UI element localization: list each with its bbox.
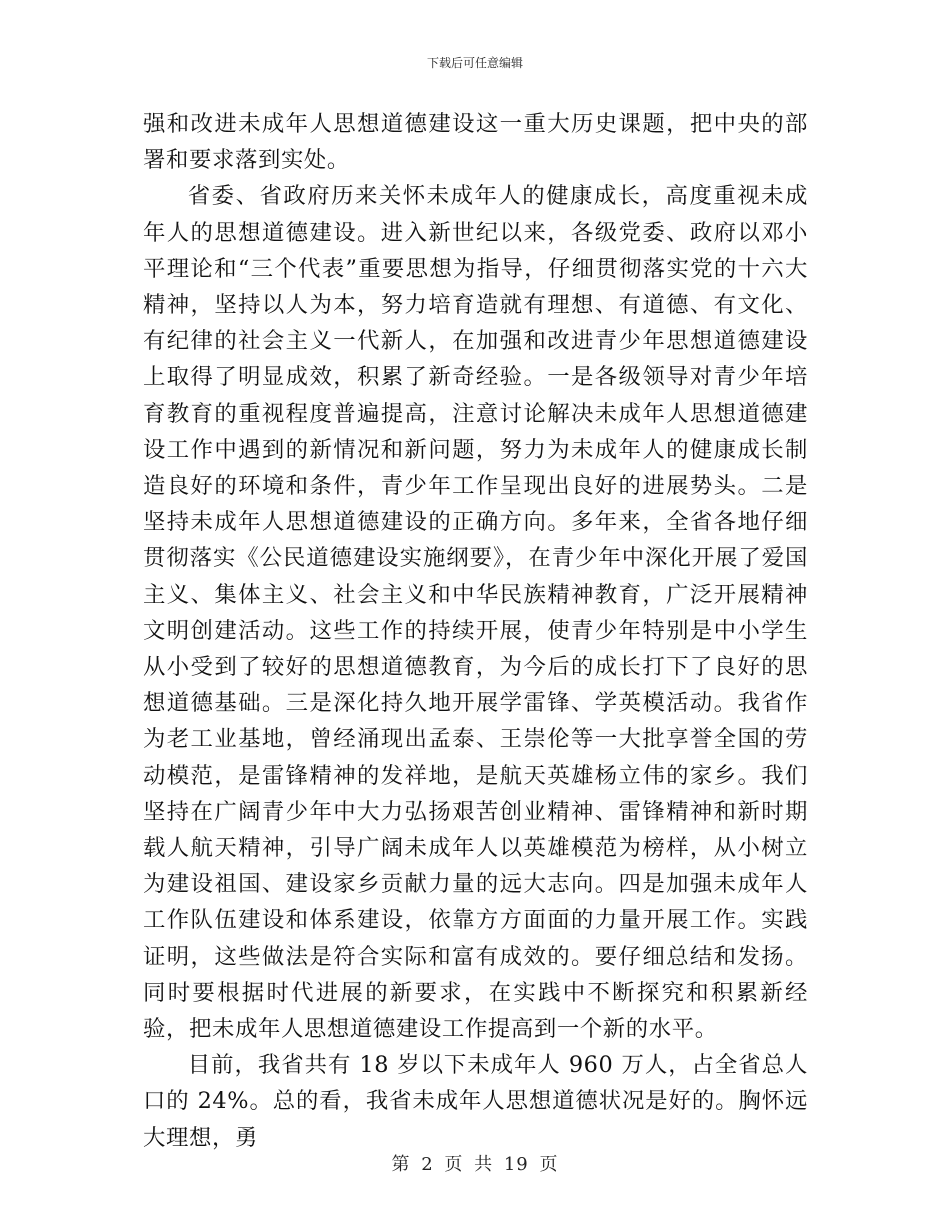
paragraph-current-status: 目前，我省共有 18 岁以下未成年人 960 万人，占全省总人口的 24%。总的看，我省未成年人思想道德状况是好的。胸怀远大理想，勇: [143, 1052, 808, 1151]
document-body: [143, 106, 808, 1156]
paragraph-provincial-work: 省委、省政府历来关怀未成年人的健康成长，高度重视未成年人的思想道德建设。进入新世纪以来，各级党委、政府以邓小平理论和“三个代表”重要思想为指导，仔细贯彻落实党的十六大精神，坚持以人为本，努力培育造就有理想、有道德、有文化、有纪律的社会主义一代新人，在加强和改进青少年思想道德建设上取得了明显成效，积累了新奇经验。一是各级领导对青少年培育教育的重视程度普遍提高，注意讨论解决未成年人思想道德建设工作中遇到的新情况和新问题，努力为未成年人的健康成长制造良好的环境和条件，青少年工作呈现出良好的进展势头。二是坚持未成年人思想道德建设的正确方向。多年来，全省各地仔细贯彻落实《公民道德建设实施纲要》，在青少年中深化开展了爱国主义、集体主义、社会主义和中华民族精神教育，广泛开展精神文明创建活动。这些工作的持续开展，使青少年特别是中小学生从小受到了较好的思想道德教育，为今后的成长打下了良好的思想道德基础。三是深化持久地开展学雷锋、学英模活动。我省作为老工业基地，曾经涌现出孟泰、王崇伦等一大批享誉全国的劳动模范，是雷锋精神的发祥地，是航天英雄杨立伟的家乡。我们坚持在广阔青少年中大力弘扬艰苦创业精神、雷锋精神和新时期载人航天精神，引导广阔未成年人以英雄模范为榜样，从小树立为建设祖国、建设家乡贡献力量的远大志向。四是加强未成年人工作队伍建设和体系建设，依靠方方面面的力量开展工作。实践证明，这些做法是符合实际和富有成效的。要仔细总结和发扬。同时要根据时代进展的新要求，在实践中不断探究和积累新经验，把未成年人思想道德建设工作提高到一个新的水平。: [143, 183, 808, 1043]
page-number-footer: 第 2 页 共 19 页: [391, 1154, 559, 1175]
paragraph-continuation: 强和改进未成年人思想道德建设这一重大历史课题，把中央的部署和要求落到实处。: [143, 111, 808, 174]
page-header: 下载后可任意编辑: [426, 56, 523, 70]
